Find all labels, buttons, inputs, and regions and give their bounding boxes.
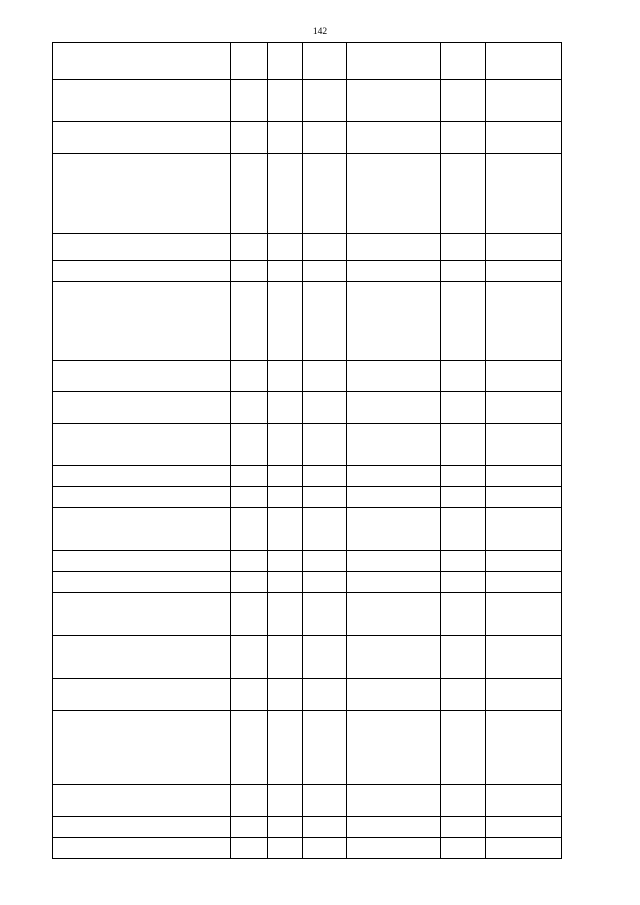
- row-sum: [486, 282, 562, 361]
- row-article: [347, 234, 441, 261]
- row-dept: [231, 234, 268, 261]
- row-dept: [231, 711, 268, 785]
- table-row: [53, 466, 562, 487]
- row-dept: [231, 424, 268, 466]
- row-dept: [231, 679, 268, 711]
- row-section: [268, 817, 303, 838]
- row-article: [347, 487, 441, 508]
- table-row: [53, 785, 562, 817]
- row-dept: [231, 154, 268, 234]
- table-row: [53, 392, 562, 424]
- row-dept: [231, 80, 268, 122]
- row-article: [347, 551, 441, 572]
- header-target-article: [347, 43, 441, 80]
- row-section: [268, 593, 303, 636]
- row-subsection: [303, 508, 347, 551]
- row-section: [268, 122, 303, 154]
- row-sum: [486, 154, 562, 234]
- header-subsection: [303, 43, 347, 80]
- row-name: [53, 636, 231, 679]
- row-section: [268, 785, 303, 817]
- row-name: [53, 392, 231, 424]
- row-article: [347, 466, 441, 487]
- page-number: 142: [312, 27, 328, 37]
- row-section: [268, 261, 303, 282]
- row-subsection: [303, 785, 347, 817]
- row-subsection: [303, 551, 347, 572]
- row-article: [347, 424, 441, 466]
- row-type: [441, 508, 486, 551]
- row-name: [53, 508, 231, 551]
- row-name: [53, 551, 231, 572]
- row-sum: [486, 234, 562, 261]
- row-section: [268, 154, 303, 234]
- row-article: [347, 154, 441, 234]
- table-row: [53, 261, 562, 282]
- row-sum: [486, 361, 562, 392]
- row-subsection: [303, 80, 347, 122]
- row-section: [268, 361, 303, 392]
- row-subsection: [303, 466, 347, 487]
- row-sum: [486, 508, 562, 551]
- row-name: [53, 424, 231, 466]
- row-sum: [486, 551, 562, 572]
- table-row: [53, 551, 562, 572]
- row-section: [268, 80, 303, 122]
- row-subsection: [303, 424, 347, 466]
- row-name: [53, 487, 231, 508]
- row-type: [441, 838, 486, 859]
- header-expense-type: [441, 43, 486, 80]
- row-sum: [486, 80, 562, 122]
- row-name: [53, 572, 231, 593]
- row-name: [53, 711, 231, 785]
- row-dept: [231, 551, 268, 572]
- row-subsection: [303, 636, 347, 679]
- row-section: [268, 424, 303, 466]
- header-section: [268, 43, 303, 80]
- row-name: [53, 593, 231, 636]
- table-row: [53, 838, 562, 859]
- row-article: [347, 361, 441, 392]
- row-section: [268, 508, 303, 551]
- row-dept: [231, 122, 268, 154]
- row-subsection: [303, 487, 347, 508]
- row-subsection: [303, 392, 347, 424]
- row-article: [347, 593, 441, 636]
- row-section: [268, 838, 303, 859]
- row-type: [441, 487, 486, 508]
- row-sum: [486, 679, 562, 711]
- header-dept: [231, 43, 268, 80]
- table-row: [53, 636, 562, 679]
- row-sum: [486, 636, 562, 679]
- row-name: [53, 234, 231, 261]
- row-name: [53, 122, 231, 154]
- table-header-row: [53, 43, 562, 80]
- row-section: [268, 551, 303, 572]
- row-subsection: [303, 679, 347, 711]
- row-name: [53, 80, 231, 122]
- row-subsection: [303, 593, 347, 636]
- row-article: [347, 261, 441, 282]
- row-article: [347, 508, 441, 551]
- row-section: [268, 487, 303, 508]
- row-type: [441, 234, 486, 261]
- row-subsection: [303, 261, 347, 282]
- row-type: [441, 154, 486, 234]
- row-dept: [231, 487, 268, 508]
- table-row: [53, 80, 562, 122]
- row-article: [347, 838, 441, 859]
- row-type: [441, 122, 486, 154]
- row-name: [53, 785, 231, 817]
- row-type: [441, 593, 486, 636]
- row-name: [53, 261, 231, 282]
- row-type: [441, 711, 486, 785]
- row-type: [441, 392, 486, 424]
- row-article: [347, 122, 441, 154]
- row-sum: [486, 593, 562, 636]
- row-dept: [231, 785, 268, 817]
- row-sum: [486, 785, 562, 817]
- row-type: [441, 636, 486, 679]
- table-row: [53, 234, 562, 261]
- row-article: [347, 282, 441, 361]
- row-sum: [486, 424, 562, 466]
- table-row: [53, 361, 562, 392]
- row-sum: [486, 466, 562, 487]
- row-sum: [486, 838, 562, 859]
- row-article: [347, 636, 441, 679]
- row-sum: [486, 817, 562, 838]
- row-article: [347, 711, 441, 785]
- row-dept: [231, 466, 268, 487]
- row-article: [347, 392, 441, 424]
- row-article: [347, 80, 441, 122]
- table-row: [53, 487, 562, 508]
- row-type: [441, 282, 486, 361]
- row-type: [441, 551, 486, 572]
- row-section: [268, 234, 303, 261]
- table-row: [53, 122, 562, 154]
- row-sum: [486, 711, 562, 785]
- row-dept: [231, 508, 268, 551]
- row-section: [268, 282, 303, 361]
- row-sum: [486, 487, 562, 508]
- row-name: [53, 817, 231, 838]
- row-section: [268, 392, 303, 424]
- row-dept: [231, 572, 268, 593]
- row-subsection: [303, 572, 347, 593]
- row-sum: [486, 392, 562, 424]
- row-type: [441, 261, 486, 282]
- row-type: [441, 817, 486, 838]
- row-section: [268, 466, 303, 487]
- row-section: [268, 572, 303, 593]
- row-section: [268, 679, 303, 711]
- table-row: [53, 424, 562, 466]
- row-type: [441, 785, 486, 817]
- row-dept: [231, 392, 268, 424]
- row-subsection: [303, 234, 347, 261]
- table-row: [53, 817, 562, 838]
- row-type: [441, 466, 486, 487]
- row-article: [347, 679, 441, 711]
- row-article: [347, 785, 441, 817]
- row-sum: [486, 572, 562, 593]
- table-row: [53, 154, 562, 234]
- table-row: [53, 593, 562, 636]
- row-name: [53, 282, 231, 361]
- row-article: [347, 572, 441, 593]
- row-subsection: [303, 154, 347, 234]
- row-name: [53, 154, 231, 234]
- table-row: [53, 679, 562, 711]
- row-dept: [231, 261, 268, 282]
- row-dept: [231, 817, 268, 838]
- row-subsection: [303, 817, 347, 838]
- table-row: [53, 508, 562, 551]
- row-dept: [231, 593, 268, 636]
- table-row: [53, 282, 562, 361]
- row-type: [441, 424, 486, 466]
- row-sum: [486, 261, 562, 282]
- budget-table: [52, 42, 562, 859]
- table-row: [53, 572, 562, 593]
- row-sum: [486, 122, 562, 154]
- row-type: [441, 572, 486, 593]
- row-subsection: [303, 838, 347, 859]
- header-sum: [486, 43, 562, 80]
- row-subsection: [303, 361, 347, 392]
- header-name: [53, 43, 231, 80]
- row-subsection: [303, 282, 347, 361]
- row-type: [441, 80, 486, 122]
- row-type: [441, 361, 486, 392]
- row-dept: [231, 838, 268, 859]
- row-name: [53, 361, 231, 392]
- row-dept: [231, 282, 268, 361]
- row-subsection: [303, 122, 347, 154]
- row-dept: [231, 361, 268, 392]
- row-type: [441, 679, 486, 711]
- row-section: [268, 711, 303, 785]
- row-name: [53, 838, 231, 859]
- row-section: [268, 636, 303, 679]
- table-row: [53, 711, 562, 785]
- row-subsection: [303, 711, 347, 785]
- row-dept: [231, 636, 268, 679]
- row-name: [53, 679, 231, 711]
- row-article: [347, 817, 441, 838]
- row-name: [53, 466, 231, 487]
